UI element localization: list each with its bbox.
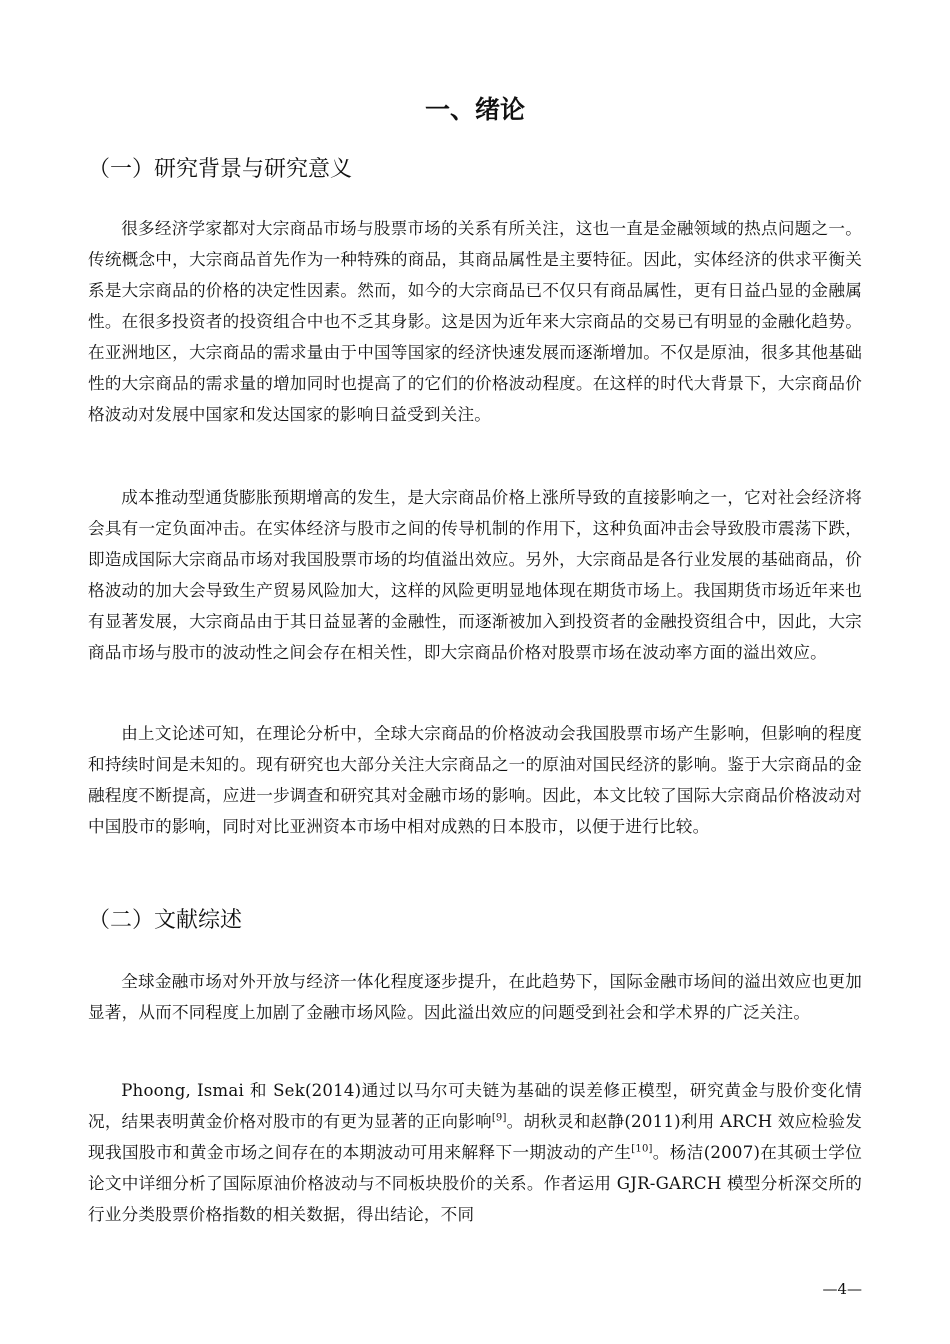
- chapter-title: 一、绪论: [424, 95, 525, 124]
- paragraph-background-3: 由上文论述可知，在理论分析中，全球大宗商品的价格波动会我国股票市场产生影响，但影响的程度和持续时间是未知的。现有研究也大部分关注大宗商品之一的原油对国民经济的影响。鉴于大宗商品的金融程度不断提高，应进一步调查和研究其对金融市场的影响。因此，本文比较了国际大宗商品价格波动对中国股市的影响，同时对比亚洲资本市场中相对成熟的日本股市，以便于进行比较。: [88, 724, 862, 836]
- reference-marker-10: [10]: [631, 1143, 653, 1155]
- citation-text-part-2: 。胡秋灵和赵静(2011)利用 ARCH 效应检验发现我国股市和黄金市场之间存在的本期波动可用来解释下一期波动的产生: [88, 1112, 862, 1162]
- reference-marker-9: [9]: [491, 1112, 507, 1124]
- citation-text-part-1: Phoong, Ismai 和 Sek(2014)通过以马尔可夫链为基础的误差修正模型，研究黄金与股价变化情况，结果表明黄金价格对股市的有更为显著的正向影响: [88, 1081, 862, 1131]
- page-number: —4—: [822, 1280, 862, 1298]
- citation-text-part-3: 。杨洁(2007)在其硕士学位论文中详细分析了国际原油价格波动与不同板块股价的关系。作者运用 GJR-GARCH 模型分析深交所的行业分类股票价格指数的相关数据，得出结论，不同: [88, 1143, 862, 1224]
- paragraph-background-2: 成本推动型通货膨胀预期增高的发生，是大宗商品价格上涨所导致的直接影响之一，它对社会经济将会具有一定负面冲击。在实体经济与股市之间的传导机制的作用下，这种负面冲击会导致股市震荡下跌，即造成国际大宗商品市场对我国股票市场的均值溢出效应。另外，大宗商品是各行业发展的基础商品，价格波动的加大会导致生产贸易风险加大，这样的风险更明显地体现在期货市场上。我国期货市场近年来也有显著发展，大宗商品由于其日益显著的金融性，而逐渐被加入到投资者的金融投资组合中，因此，大宗商品市场与股市的波动性之间会存在相关性，即大宗商品价格对股票市场在波动率方面的溢出效应。: [88, 488, 862, 662]
- section-title-literature-review: （二）文献综述: [88, 908, 243, 933]
- paragraph-literature-1: 全球金融市场对外开放与经济一体化程度逐步提升，在此趋势下，国际金融市场间的溢出效应也更加显著，从而不同程度上加剧了金融市场风险。因此溢出效应的问题受到社会和学术界的广泛关注。: [88, 972, 862, 1022]
- paragraph-literature-2: [88, 1075, 862, 1230]
- section-title-background: （一）研究背景与研究意义: [88, 157, 353, 182]
- paragraph-background-1: 很多经济学家都对大宗商品市场与股票市场的关系有所关注，这也一直是金融领域的热点问题之一。传统概念中，大宗商品首先作为一种特殊的商品，其商品属性是主要特征。因此，实体经济的供求平衡关系是大宗商品的价格的决定性因素。然而，如今的大宗商品已不仅只有商品属性，更有日益凸显的金融属性。在很多投资者的投资组合中也不乏其身影。这是因为近年来大宗商品的交易已有明显的金融化趋势。在亚洲地区，大宗商品的需求量由于中国等国家的经济快速发展而逐渐增加。不仅是原油，很多其他基础性的大宗商品的需求量的增加同时也提高了的它们的价格波动程度。在这样的时代大背景下，大宗商品价格波动对发展中国家和发达国家的影响日益受到关注。: [88, 219, 862, 424]
